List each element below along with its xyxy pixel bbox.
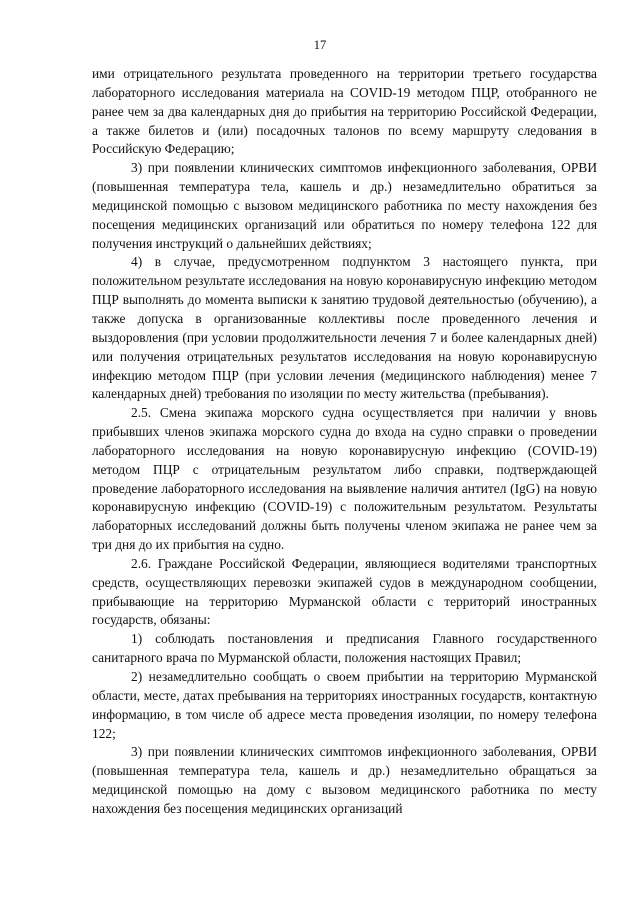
paragraph-continuation: ими отрицательного результата проведенного на территории третьего государства лабораторного исследования материала на COVID-19 методом ПЦР, отобранного не ранее чем за два календарных дня до прибытия на территорию Российской Федерации, а также билетов и (или) посадочных талонов по всему маршруту следования в Российскую Федерацию;	[92, 66, 597, 157]
paragraph-item-3-symptoms: 3) при появлении клинических симптомов инфекционного заболевания, ОРВИ (повышенная температура тела, кашель и др.) незамедлительно обратиться за медицинской помощью с вызовом медицинского работника по месту нахождения без посещения медицинских организаций или обратиться по номеру телефона 122 для получения инструкций о дальнейших действиях;	[92, 160, 597, 251]
page-number: 17	[313, 38, 327, 52]
paragraph-section-2-5: 2.5. Смена экипажа морского судна осуществляется при наличии у вновь прибывших членов экипажа морского судна до входа на судно справки о проведении лабораторного исследования на новую коронавирусную инфекцию (COVID-19) методом ПЦР с отрицательным результатом либо справки, подтверждающей проведение лабораторного исследования на выявление наличия антител (IgG) на новую коронавирусную инфекцию (COVID-19) с положительным результатом. Результаты лабораторных исследований должны быть получены членом экипажа не ранее чем за три дня до их прибытия на судно.	[92, 405, 597, 553]
paragraph-item-4-isolation: 4) в случае, предусмотренном подпунктом 3 настоящего пункта, при положительном результате исследования на новую коронавирусную инфекцию методом ПЦР выполнять до момента выписки к занятию трудовой деятельностью (обучению), а также допуска в организованные коллективы после проведенного лечения и выздоровления (при условии продолжительности лечения 7 и более календарных дней) или получения отрицательных результатов исследования на новую коронавирусную инфекцию методом ПЦР (при условии лечения (медицинского наблюдения) менее 7 календарных дней) требования по изоляции по месту жительства (пребывания).	[92, 254, 597, 402]
paragraph-item-2-report: 2) незамедлительно сообщать о своем прибытии на территорию Мурманской области, месте, датах пребывания на территориях иностранных государств, контактную информацию, в том числе об адресе места проведения изоляции, по номеру телефона 122;	[92, 669, 597, 741]
paragraph-item-1-comply: 1) соблюдать постановления и предписания Главного государственного санитарного врача по Мурманской области, положения настоящих Правил;	[92, 631, 597, 666]
paragraph-item-3-medical: 3) при появлении клинических симптомов инфекционного заболевания, ОРВИ (повышенная температура тела, кашель и др.) незамедлительно обращаться за медицинской помощью на дому с вызовом медицинского работника по месту нахождения без посещения медицинских организаций	[92, 744, 597, 816]
document-body	[92, 65, 597, 819]
paragraph-section-2-6: 2.6. Граждане Российской Федерации, являющиеся водителями транспортных средств, осуществляющих перевозки экипажей судов в международном сообщении, прибывающие на территорию Мурманской области с территорий иностранных государств, обязаны:	[92, 555, 597, 628]
